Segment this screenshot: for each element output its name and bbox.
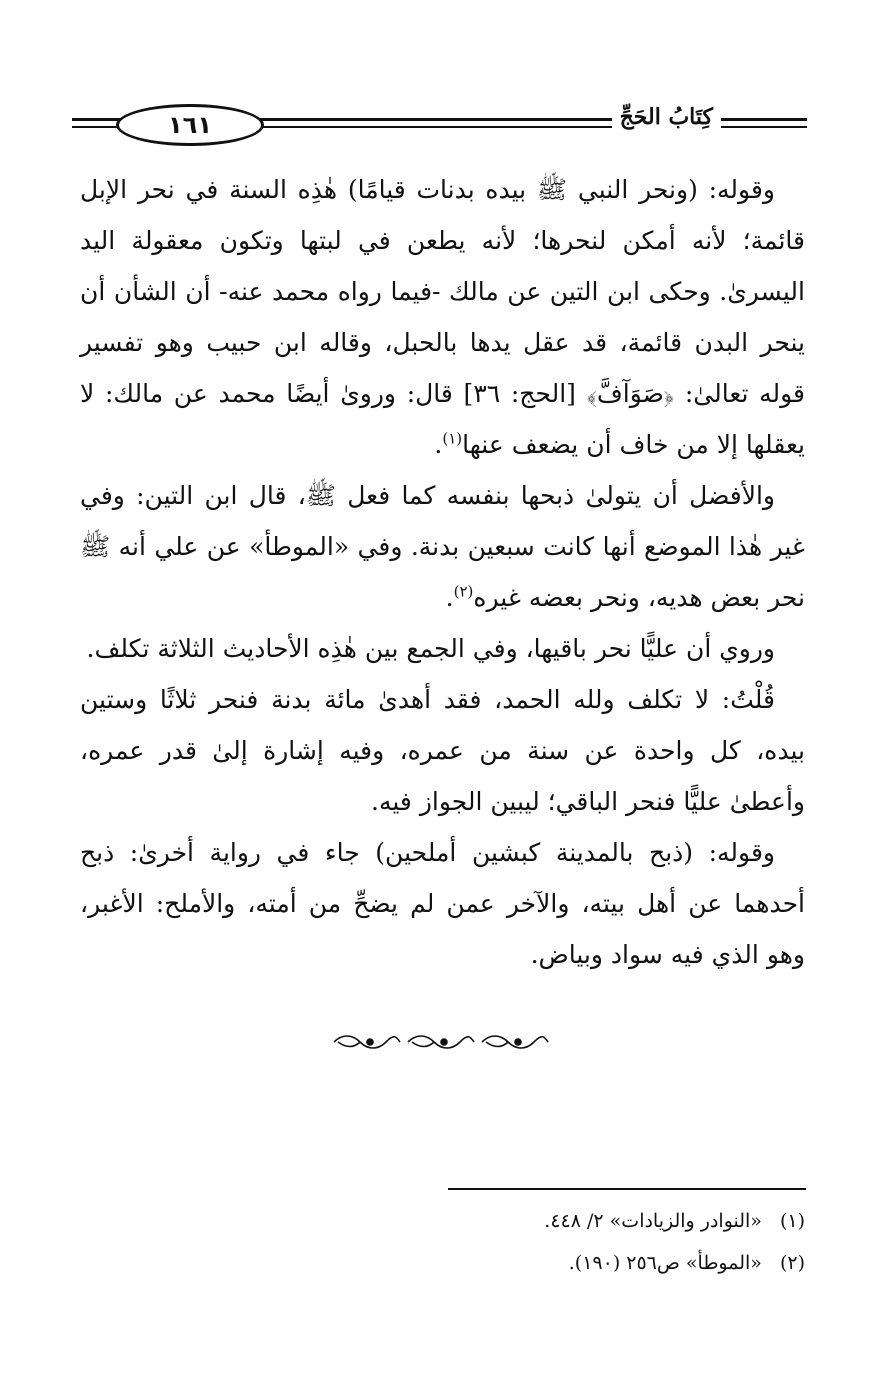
- page-number-badge: [116, 104, 264, 146]
- paragraph-text: والأفضل أن يتولىٰ ذبحها بنفسه كما فعل ﷺ، قال ابن التين: وفي غير هٰذا الموضع أنها كانت سبعين بدنة. وفي «الموطأ» عن علي أنه ﷺ نحر بعض هديه، ونحر بعضه غيره: [80, 481, 805, 612]
- header-rule-main-bottom: [252, 126, 807, 128]
- footnote-number: (٢): [779, 1252, 805, 1274]
- ornament-unit-icon: [408, 1036, 474, 1048]
- paragraph: [80, 623, 805, 674]
- footnote: [405, 1200, 805, 1242]
- paragraph-end: .: [445, 583, 454, 612]
- paragraph-text: وروي أن عليًّا نحر باقيها، وفي الجمع بين هٰذِه الأحاديث الثلاثة تكلف.: [86, 634, 775, 663]
- paragraph: [80, 164, 805, 470]
- footnote: [405, 1242, 805, 1284]
- chapter-title: كِتَابُ الحَجِّ: [612, 104, 721, 130]
- main-text: [80, 164, 805, 980]
- paragraph: [80, 470, 805, 623]
- footnote-separator: [448, 1188, 806, 1190]
- paragraph-text: وقوله: (ذبح بالمدينة كبشين أملحين) جاء في رواية أخرىٰ: ذبح أحدهما عن أهل بيته، والآخر عمن لم يضحِّ من أمته، والأملح: الأغبر، وهو الذي فيه سواد وبياض.: [80, 838, 805, 969]
- paragraph: [80, 827, 805, 980]
- footnotes: [405, 1200, 805, 1284]
- paragraph-end: .: [434, 430, 443, 459]
- paragraph: [80, 674, 805, 827]
- header-rule-main-top: [252, 118, 807, 121]
- page-number: ١٦١: [168, 111, 212, 139]
- paragraph-text: وقوله: (ونحر النبي ﷺ بيده بدنات قيامًا) هٰذِه السنة في نحر الإبل قائمة؛ لأنه أمكن لنحرها؛ لأنه يطعن في لبتها وتكون معقولة اليد اليسرىٰ. وحكى ابن التين عن مالك -فيما رواه محمد عنه- أن الشأن أن ينحر البدن قائمة، قد عقل يدها بالحبل، وقاله ابن حبيب وهو تفسير قوله تعالىٰ: ﴿صَوَآفَّ﴾ [الحج: ٣٦] قال: وروىٰ أيضًا محمد عن مالك: لا يعقلها إلا من خاف أن يضعف عنها: [80, 175, 805, 459]
- paragraph-text: قُلْتُ: لا تكلف ولله الحمد، فقد أهدىٰ مائة بدنة فنحر ثلاثًا وستين بيده، كل واحدة عن سنة من عمره، وفيه إشارة إلىٰ قدر عمره، وأعطىٰ عليًّا فنحر الباقي؛ ليبين الجواز فيه.: [80, 685, 805, 816]
- footnote-text: «النوادر والزيادات» ٢/ ٤٤٨.: [544, 1210, 762, 1232]
- page-header: [72, 96, 807, 154]
- footnote-number: (١): [779, 1210, 805, 1232]
- footnote-ref: (١): [442, 429, 463, 448]
- ornament-unit-icon: [334, 1036, 400, 1048]
- footnote-text: «الموطأ» ص٢٥٦ (١٩٠).: [568, 1252, 762, 1274]
- ornament-unit-icon: [482, 1036, 548, 1048]
- section-end-ornament-icon: [330, 1030, 550, 1054]
- footnote-ref: (٢): [453, 582, 474, 601]
